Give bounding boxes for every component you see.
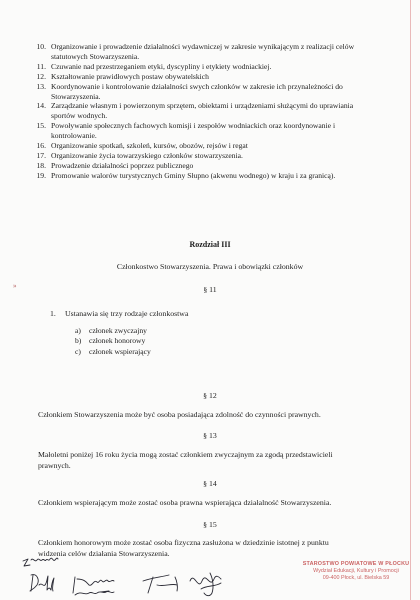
item-letter: c) xyxy=(75,346,81,356)
list-item xyxy=(30,161,360,171)
item-text: Zarządzanie własnym i powierzonym sprzętem, obiektami i urządzeniami służącymi do uprawiania sportów wodnych. xyxy=(51,101,354,121)
section-14-heading: § 14 xyxy=(203,479,217,488)
item-letter: a) xyxy=(75,326,81,335)
item-number: 15. xyxy=(36,121,46,131)
item-letter: b) xyxy=(75,336,82,346)
section-12-text: Członkiem Stowarzyszenia może być osoba posiadająca zdolność do czynności prawnych. xyxy=(38,410,321,419)
list-item xyxy=(75,336,151,346)
section-13-text: Małoletni poniżej 16 roku życia mogą zostać członkiem zwyczajnym za zgodą przedstawicieli prawnych. xyxy=(38,450,333,470)
list-item xyxy=(30,101,360,121)
section-15-text: Członkiem honorowym może zostać osoba fizyczna zasłużona w dziedzinie istotnej z punktu widzenia celów działania Stowarzyszenia. xyxy=(38,538,329,558)
margin-mark: » xyxy=(13,282,17,290)
item-text: członek zwyczajny xyxy=(89,326,147,335)
item-text: Powoływanie społecznych fachowych komisji i zespołów wodniackich oraz koordynowanie i kontrolowanie. xyxy=(51,121,336,141)
section-12-heading: § 12 xyxy=(203,391,217,400)
signature-5 xyxy=(143,575,177,593)
item-number: 16. xyxy=(36,141,46,151)
item-number: 1. xyxy=(50,309,56,318)
stamp-line-1: STAROSTWO POWIATOWE W PŁOCKU xyxy=(302,561,410,567)
handwritten-signatures xyxy=(15,555,295,600)
item-number: 10. xyxy=(36,42,46,51)
section-15-heading: § 15 xyxy=(203,520,217,529)
list-item xyxy=(75,326,151,336)
item-text: Koordynowanie i kontrolowanie działalności swych członków w zakresie ich przynależności do Stowarzyszenia. xyxy=(51,81,343,101)
list-item xyxy=(30,121,360,141)
signature-1 xyxy=(23,558,58,566)
item-number: 14. xyxy=(36,101,46,111)
signature-3 xyxy=(73,577,114,593)
section-14-text: Członkiem wspierającym może zostać osoba prawna wspierająca działalność Stowarzyszenia. xyxy=(38,498,332,507)
stamp-line-2: Wydział Edukacji, Kultury i Promocji xyxy=(313,568,399,575)
list-item xyxy=(30,141,360,151)
item-number: 13. xyxy=(36,81,46,91)
signature-4 xyxy=(75,591,114,595)
membership-types-list xyxy=(75,326,151,357)
chapter-subtitle: Członkostwo Stowarzyszenia. Prawa i obowiązki członków xyxy=(116,262,304,271)
item-number: 18. xyxy=(36,160,46,170)
list-item xyxy=(30,42,360,62)
item-text: Organizowanie spotkań, szkoleń, kursów, obozów, rejsów i regat xyxy=(51,141,248,151)
list-item xyxy=(30,72,360,82)
item-number: 19. xyxy=(36,170,46,180)
item-text: Organizowanie i prowadzenie działalności wydawniczej w zakresie wynikającym z realizacji celów statutowych Stowarzyszenia. xyxy=(51,42,355,61)
official-stamp xyxy=(296,561,416,583)
list-item xyxy=(30,171,360,181)
item-number: 12. xyxy=(36,71,46,81)
item-text: Prowadzenie działalności poprzez publicznego xyxy=(51,160,194,170)
signature-2 xyxy=(30,575,54,591)
item-text: członek wspierający xyxy=(89,346,151,356)
item-text: Promowanie walorów turystycznych Gminy Słupno (akwenu wodnego) w kraju i za granicą). xyxy=(51,170,336,180)
item-text: Czuwanie nad przestrzeganiem etyki, dyscypliny i etykiety wodniackiej. xyxy=(51,61,272,71)
item-text: Ustanawia się trzy rodzaje członkostwa xyxy=(65,309,189,318)
list-item xyxy=(30,62,360,72)
page-edge-line xyxy=(410,0,411,600)
stamp-line-3: 09-400 Płock, ul. Bielska 59 xyxy=(322,575,390,582)
item-text: Organizowanie życia towarzyskiego członków stowarzyszenia. xyxy=(51,150,243,160)
chapter-title: Rozdział III xyxy=(189,240,231,249)
list-item xyxy=(30,82,360,102)
list-item xyxy=(30,151,360,161)
section-11-item xyxy=(50,309,370,320)
signature-6 xyxy=(190,573,221,596)
item-text: członek honorowy xyxy=(89,336,146,346)
section-11-heading: § 11 xyxy=(203,285,217,294)
item-text: Kształtowanie prawidłowych postaw obywatelskich xyxy=(51,71,209,81)
item-number: 11. xyxy=(36,61,46,71)
item-number: 17. xyxy=(36,150,46,160)
statute-goals-list xyxy=(30,42,360,181)
list-item xyxy=(75,347,151,357)
section-13-heading: § 13 xyxy=(203,431,217,440)
